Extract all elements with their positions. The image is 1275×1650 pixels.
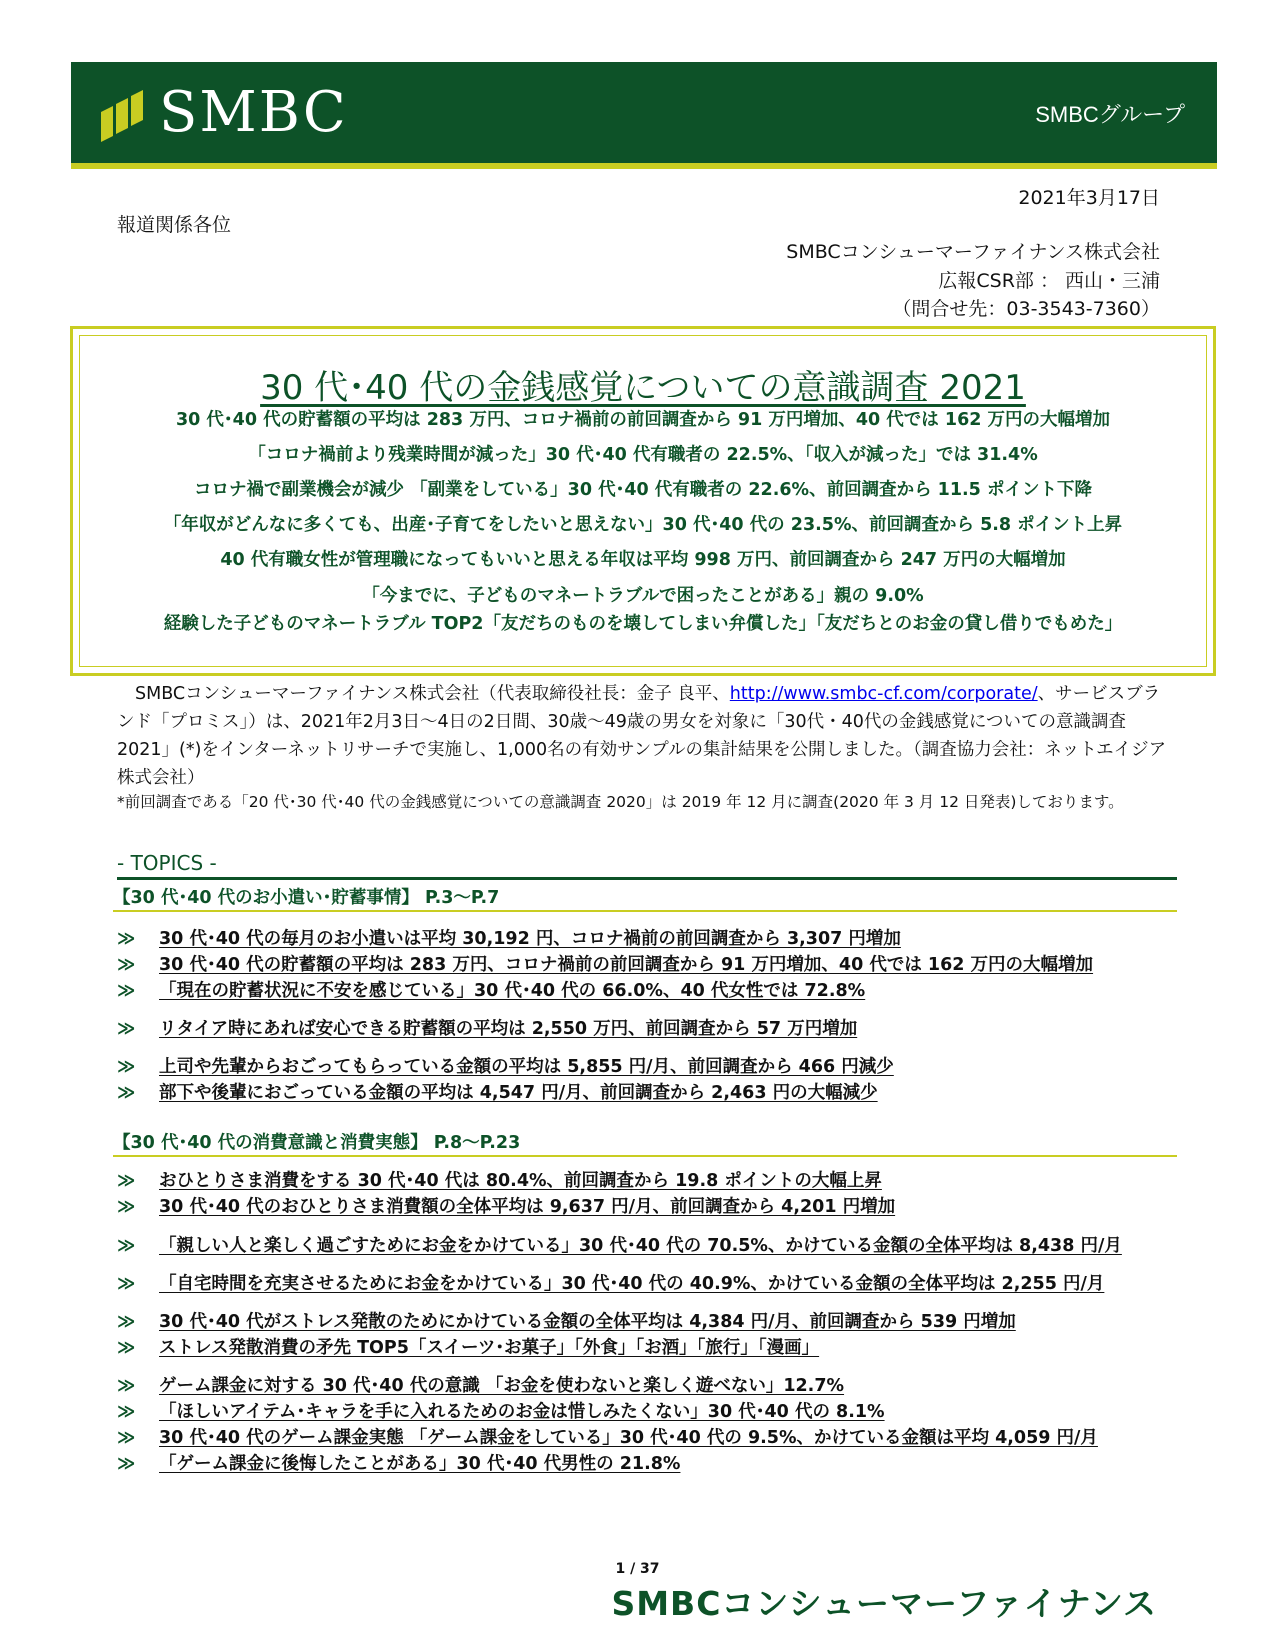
topic-item: ≫ 30 代･40 代のおひとりさま消費額の全体平均は 9,637 円/月、前回調査から 4,201 円増加 (117, 1197, 896, 1217)
chevron-right-icon: ≫ (117, 1338, 136, 1358)
page-number: 1 / 37 (615, 1561, 660, 1577)
topic-item: ≫ 「親しい人と楽しく過ごすためにお金をかけている」30 代･40 代の 70.5%、かけている金額の全体平均は 8,438 円/月 (117, 1236, 1122, 1256)
chevron-right-icon: ≫ (117, 929, 136, 949)
highlight-line: コロナ禍で副業機会が減少 「副業をしている」30 代･40 代有職者の 22.6%、前回調査から 11.5 ポイント下降 (194, 480, 1092, 500)
topic-item: ≫ 30 代･40 代の貯蓄額の平均は 283 万円、コロナ禍前の前回調査から 91 万円増加、40 代では 162 万円の大幅増加 (117, 955, 1094, 975)
header-banner (71, 62, 1217, 169)
topic-item: ≫ 「自宅時間を充実させるためにお金をかけている」30 代･40 代の 40.9%、かけている金額の全体平均は 2,255 円/月 (117, 1274, 1105, 1294)
topic-item: ≫ 「現在の貯蓄状況に不安を感じている」30 代･40 代の 66.0%、40 代女性では 72.8% (117, 981, 866, 1001)
survey-note: *前回調査である「20 代･30 代･40 代の金銭感覚についての意識調査 2020」は 2019 年 12 月に調査(2020 年 3 月 12 日発表)しております。 (117, 793, 1124, 811)
topic-item: ≫ 30 代･40 代がストレス発散のためにかけている金額の全体平均は 4,384 円/月、前回調査から 539 円増加 (117, 1312, 1016, 1332)
company-name: SMBCコンシューマーファイナンス株式会社 (786, 241, 1160, 263)
topic-item: ≫ 30 代･40 代のゲーム課金実態 「ゲーム課金をしている」30 代･40 代の 9.5%、かけている金額は平均 4,059 円/月 (117, 1428, 1098, 1448)
chevron-right-icon: ≫ (117, 1083, 136, 1103)
chevron-right-icon: ≫ (117, 1236, 136, 1256)
recipients: 報道関係各位 (117, 214, 232, 236)
department: 広報CSR部 ： 西山・三浦 (938, 270, 1160, 292)
chevron-right-icon: ≫ (117, 1402, 136, 1422)
divider (113, 910, 1177, 912)
page-title: 30 代･40 代の金銭感覚についての意識調査 2021 (260, 368, 1026, 408)
summary-box (70, 326, 1216, 676)
section-heading: 【30 代･40 代の消費意識と消費実態】 P.8～P.23 (113, 1133, 521, 1153)
topic-item: ≫ 「ゲーム課金に後悔したことがある」30 代･40 代男性の 21.8% (117, 1454, 681, 1474)
topic-item: ≫ 上司や先輩からおごってもらっている金額の平均は 5,855 円/月、前回調査から 466 円減少 (117, 1057, 894, 1077)
group-logo-text: SMBCグループ (1035, 102, 1185, 127)
topic-item: ≫ おひとりさま消費をする 30 代･40 代は 80.4%、前回調査から 19.8 ポイントの大幅上昇 (117, 1171, 882, 1191)
chevron-right-icon: ≫ (117, 1019, 136, 1039)
highlight-line: 「今までに、子どものマネートラブルで困ったことがある」親の 9.0% (362, 586, 924, 606)
chevron-right-icon: ≫ (117, 981, 136, 1001)
chevron-right-icon: ≫ (117, 955, 136, 975)
smbc-logo-icon (101, 84, 143, 142)
topic-item: ≫ 部下や後輩におごっている金額の平均は 4,547 円/月、前回調査から 2,463 円の大幅減少 (117, 1083, 878, 1103)
divider (113, 1155, 1177, 1157)
contact-info: （問合せ先：03-3543-7360） (892, 298, 1160, 320)
corporate-link[interactable]: http://www.smbc-cf.com/corporate/ (729, 684, 1038, 704)
chevron-right-icon: ≫ (117, 1376, 136, 1396)
topic-item: ≫ 30 代･40 代の毎月のお小遣いは平均 30,192 円、コロナ禍前の前回調査から 3,307 円増加 (117, 929, 901, 949)
highlight-line: 40 代有職女性が管理職になってもいいと思える年収は平均 998 万円、前回調査から 247 万円の大幅増加 (220, 550, 1066, 570)
section-heading: 【30 代･40 代のお小遣い･貯蓄事情】 P.3～P.7 (113, 888, 500, 908)
footer-brand-logo: SMBCコンシューマーファイナンス (611, 1584, 1157, 1623)
topic-item: ≫ ゲーム課金に対する 30 代･40 代の意識 「お金を使わないと楽しく遊べない」12.7% (117, 1376, 845, 1396)
intro-paragraph: SMBCコンシューマーファイナンス株式会社（代表取締役社長：金子 良平、http://www.smbc-cf.com/corporate/、サービスブランド「プロミス」）は、2021年2月3日～4日の2日間、30歳～49歳の男女を対象に「30代・40代の金銭感覚についての意識調査2021」(*)をインターネットリサーチで実施し、1,000名の有効サンプルの集計結果を公開しました。（調査協力会社：ネットエイジア株式会社） (117, 684, 1167, 788)
highlight-line: 「コロナ禍前より残業時間が減った」30 代･40 代有職者の 22.5%、「収入が減った」では 31.4% (248, 445, 1038, 465)
chevron-right-icon: ≫ (117, 1057, 136, 1077)
chevron-right-icon: ≫ (117, 1454, 136, 1474)
highlight-line: 30 代･40 代の貯蓄額の平均は 283 万円、コロナ禍前の前回調査から 91 万円増加、40 代では 162 万円の大幅増加 (175, 410, 1111, 430)
chevron-right-icon: ≫ (117, 1274, 136, 1294)
highlight-line: 「年収がどんなに多くても、出産･子育てをしたいと思えない」30 代･40 代の 23.5%、前回調査から 5.8 ポイント上昇 (163, 515, 1123, 535)
brand-logo-text: SMBC (159, 80, 348, 145)
chevron-right-icon: ≫ (117, 1171, 136, 1191)
chevron-right-icon: ≫ (117, 1428, 136, 1448)
topic-item: ≫ 「ほしいアイテム･キャラを手に入れるためのお金は惜しみたくない」30 代･40 代の 8.1% (117, 1402, 885, 1422)
topic-item: ≫ ストレス発散消費の矛先 TOP5「スイーツ･お菓子」「外食」「お酒」「旅行」「漫画」 (117, 1338, 820, 1358)
divider (117, 877, 1177, 880)
chevron-right-icon: ≫ (117, 1197, 136, 1217)
highlight-line: 経験した子どものマネートラブル TOP2「友だちのものを壊してしまい弁償した」「友だちとのお金の貸し借りでもめた」 (163, 614, 1123, 634)
topic-item: ≫ リタイア時にあれば安心できる貯蓄額の平均は 2,550 万円、前回調査から 57 万円増加 (117, 1019, 858, 1039)
chevron-right-icon: ≫ (117, 1312, 136, 1332)
release-date: 2021年3月17日 (1018, 187, 1160, 209)
topics-label: - TOPICS - (117, 851, 217, 875)
